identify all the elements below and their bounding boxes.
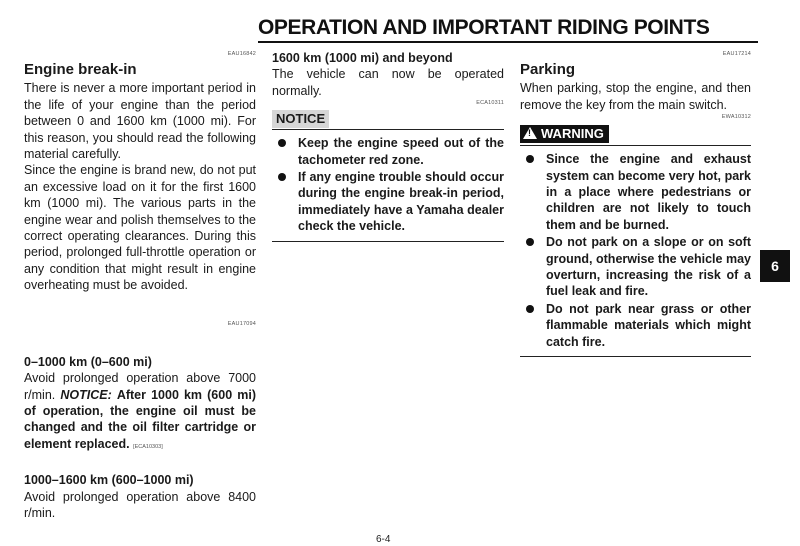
bullet-icon: [278, 173, 286, 181]
list-item: Keep the engine speed out of the tachometer red zone.: [272, 135, 504, 168]
page-title: OPERATION AND IMPORTANT RIDING POINTS: [258, 16, 710, 39]
notice-end-rule: [272, 241, 504, 242]
sub1-paragraph: [24, 370, 256, 455]
bullet-icon: [526, 155, 534, 163]
warning-triangle-icon: [523, 127, 537, 139]
warning-end-rule: [520, 356, 751, 357]
column-parking: [520, 50, 751, 357]
break-in-detail-paragraph: Since the engine is brand new, do not put an excessive load on it for the first 1600 km (1000 mi). The various parts in the engine wear and polish themselves to the correct operating clearances. During this period, prolonged full-throttle operation or any condition that might result in engine overheating must be avoided.: [24, 163, 256, 293]
column-engine-break-in: [24, 50, 256, 521]
list-item: Do not park on a slope or on soft ground, otherwise the vehicle may overturn, increasing the risk of a fuel leak and fire.: [520, 234, 751, 300]
sub-heading-1600km-beyond: 1600 km (1000 mi) and beyond: [272, 51, 453, 65]
warning-bullet-list: [520, 151, 751, 350]
warning-box: [520, 125, 751, 146]
list-item: Do not park near grass or other flammable materials which might catch fire.: [520, 301, 751, 350]
list-item: Since the engine and exhaust system can become very hot, park in a place where pedestrians or children are not likely to touch them and be burned.: [520, 151, 751, 233]
beyond-paragraph: The vehicle can now be operated normally.: [272, 67, 504, 98]
inline-reference-code: [ECA10303]: [133, 443, 163, 450]
notice-bullet-list: [272, 135, 504, 234]
bullet-icon: [526, 305, 534, 313]
section-heading-engine-break-in: Engine break-in: [24, 61, 137, 78]
break-in-intro-paragraph: There is never a more important period in the life of your engine than the period between 0 and 1600 km (1000 mi). For this reason, you should read the following material carefully.: [24, 81, 256, 162]
column-beyond-1600km: [272, 50, 504, 242]
notice-box: [272, 110, 504, 130]
reference-code: EAU17094: [227, 320, 256, 327]
section-heading-parking: Parking: [520, 61, 576, 78]
warning-label-badge: !WARNING: [520, 125, 609, 143]
bullet-icon: [278, 139, 286, 147]
reference-code: EAU17214: [722, 51, 751, 57]
page-number: 6-4: [376, 534, 391, 545]
notice-label: NOTICE: [272, 110, 329, 128]
parking-paragraph: When parking, stop the engine, and then remove the key from the main switch.: [520, 81, 751, 112]
reference-code: EAU16842: [227, 51, 256, 57]
sub-heading-1000-1600km: 1000–1600 km (600–1000 mi): [24, 473, 194, 488]
inline-notice-label: NOTICE:: [60, 387, 112, 402]
sub1-text: Avoid prolonged operation above 7000 r/min.: [24, 371, 256, 402]
reference-code: EWA10312: [721, 114, 751, 121]
list-item: If any engine trouble should occur during the engine break-in period, immediately have a Yamaha dealer check the vehicle.: [272, 169, 504, 235]
sub-heading-0-1000km: 0–1000 km (0–600 mi): [24, 354, 152, 369]
chapter-tab: 6: [760, 250, 790, 282]
reference-code: ECA10311: [476, 100, 504, 107]
sub2-paragraph: Avoid prolonged operation above 8400 r/min.: [24, 489, 256, 520]
inline-notice-text: After 1000 km (600 mi) of operation, the engine oil must be changed and the oil filter cartridge or element replaced.: [24, 387, 256, 451]
title-rule: [258, 41, 758, 43]
bullet-icon: [526, 238, 534, 246]
